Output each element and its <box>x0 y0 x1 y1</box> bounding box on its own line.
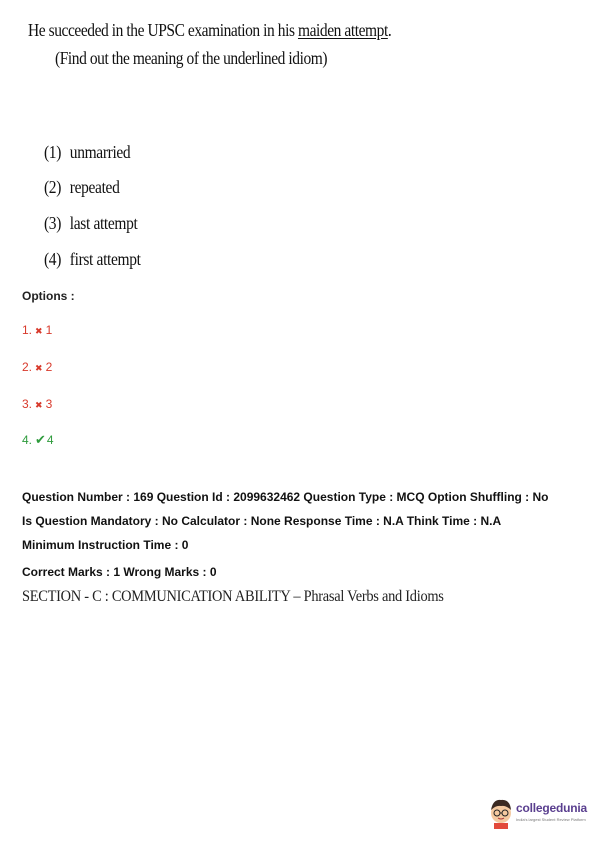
choice-number: (1) <box>44 142 62 162</box>
option-prefix: 2. <box>22 360 33 374</box>
question-text-after: . <box>387 20 392 40</box>
check-icon: ✔ <box>35 432 46 447</box>
section-heading: SECTION - C : COMMUNICATION ABILITY – Phrasal Verbs and Idioms <box>22 588 444 605</box>
option-1 <box>22 323 52 337</box>
choice-text: unmarried <box>69 142 131 162</box>
choice-2 <box>44 177 119 198</box>
option-value: 4 <box>46 433 54 447</box>
question-meta-line-2: Is Question Mandatory : No Calculator : None Response Time : N.A Think Time : N.A <box>22 514 502 528</box>
option-3 <box>22 397 52 411</box>
question-text <box>28 20 391 41</box>
question-text-before: He succeeded in the UPSC examination in his <box>28 20 298 40</box>
option-value: 1 <box>45 323 53 337</box>
mascot-icon <box>488 796 514 830</box>
choice-number: (3) <box>44 213 62 233</box>
choice-3 <box>44 213 137 234</box>
cross-icon: ✖ <box>35 400 43 410</box>
logo-tagline: India's largest Student Review Platform <box>516 817 586 822</box>
choice-text: last attempt <box>69 213 138 233</box>
option-value: 2 <box>45 360 53 374</box>
options-label: Options : <box>22 289 75 303</box>
option-prefix: 3. <box>22 397 33 411</box>
logo-wordmark: collegedunia <box>516 801 587 815</box>
option-prefix: 1. <box>22 323 33 337</box>
marks-line: Correct Marks : 1 Wrong Marks : 0 <box>22 565 217 579</box>
question-instruction: (Find out the meaning of the underlined idiom) <box>55 48 328 68</box>
underlined-idiom: maiden attempt <box>297 20 388 40</box>
option-prefix: 4. <box>22 433 33 447</box>
option-2 <box>22 360 52 374</box>
choice-number: (4) <box>44 249 62 269</box>
cross-icon: ✖ <box>35 326 43 336</box>
choice-text: repeated <box>69 177 120 197</box>
choice-number: (2) <box>44 177 62 197</box>
cross-icon: ✖ <box>35 363 43 373</box>
question-meta-line-1: Question Number : 169 Question Id : 2099632462 Question Type : MCQ Option Shuffling : No <box>22 490 549 504</box>
choice-1 <box>44 142 130 163</box>
choice-4 <box>44 249 141 270</box>
option-value: 3 <box>45 397 53 411</box>
question-meta-line-3: Minimum Instruction Time : 0 <box>22 538 189 552</box>
option-4 <box>22 432 54 448</box>
choice-text: first attempt <box>69 249 141 269</box>
collegedunia-logo <box>488 796 588 832</box>
